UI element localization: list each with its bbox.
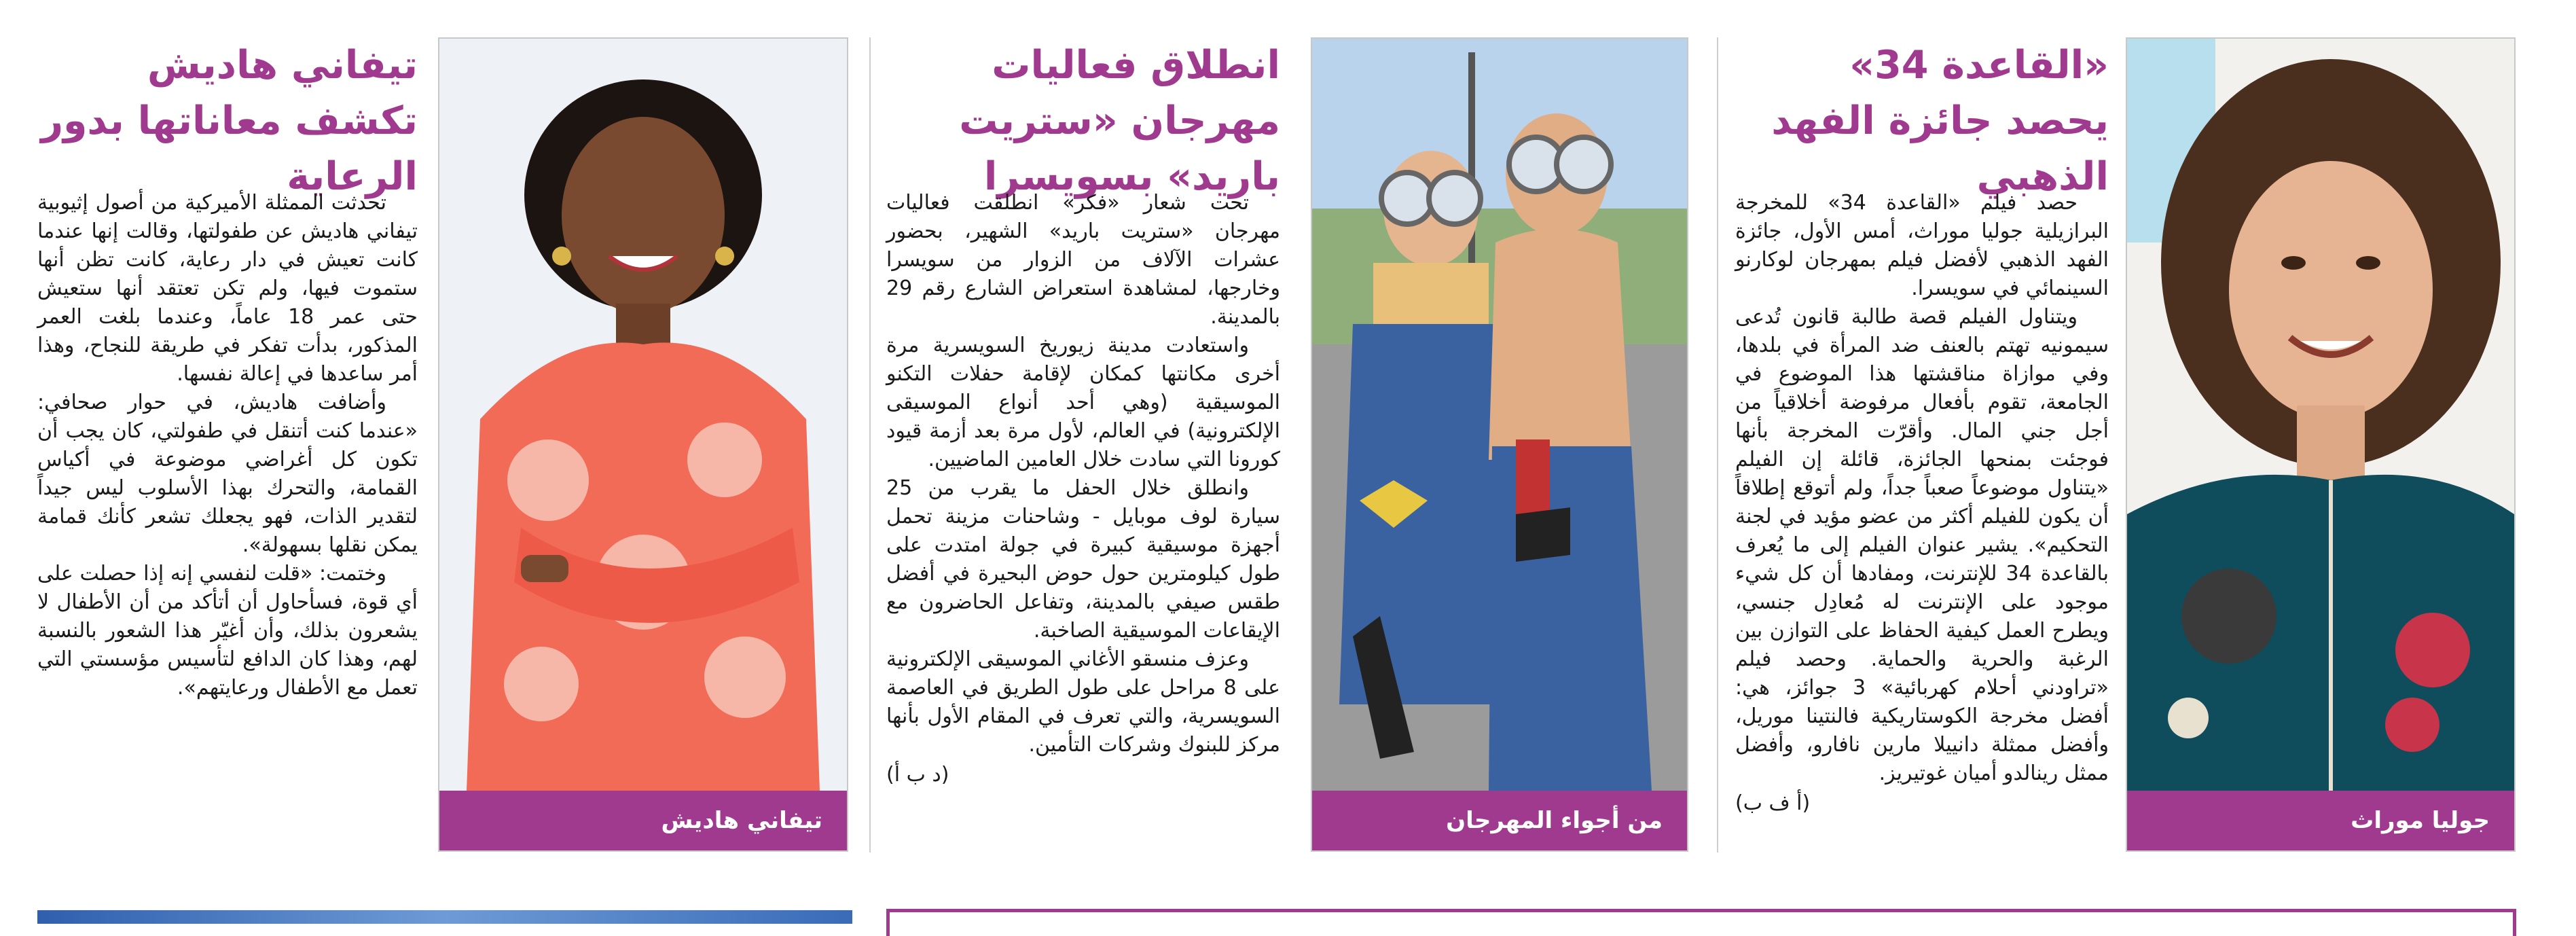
column-divider bbox=[1717, 37, 1718, 852]
photo-tiffany-haddish bbox=[438, 37, 848, 852]
column-divider bbox=[869, 37, 871, 852]
byline: (د ب أ) bbox=[886, 763, 949, 787]
headline: تيفاني هاديش تكشف معاناتها بدور الرعاية bbox=[41, 43, 418, 199]
headline: انطلاق فعاليات مهرجان «ستريت باريد» بسويسرا bbox=[959, 43, 1280, 199]
paragraph: وأضافت هاديش، في حوار صحافي: «عندما كنت أتنقل في طفولتي، كان يجب أن تكون كل أغراضي موضوعة في أكياس القمامة، والتحرك بهذا الأسلوب ليس جيداً لتقدير الذات، فهو يجعلك تشعر كأنك قمامة يمكن نقلها بسهولة». bbox=[37, 391, 418, 557]
article-body bbox=[886, 189, 1280, 789]
photo-street-parade bbox=[1311, 37, 1688, 852]
article-body bbox=[1735, 189, 2109, 818]
portrait-woman-illustration bbox=[2127, 39, 2514, 791]
next-section-photo bbox=[37, 910, 852, 924]
article-body bbox=[37, 189, 418, 702]
paragraph: وانطلق خلال الحفل ما يقرب من 25 سيارة لوف موبايل - وشاحنات مزينة تحمل أجهزة موسيقية كبيرة في جولة امتدت على طول كيلومترين حول حوض البحيرة في أفضل طقس صيفي بالمدينة، وتفاعل الحاضرون مع الإيقاعات الموسيقية الصاخبة. bbox=[886, 476, 1280, 643]
photo-caption: تيفاني هاديش bbox=[439, 791, 847, 850]
photo-caption: جوليا موراث bbox=[2127, 791, 2514, 850]
paragraph: حصد فيلم «القاعدة 34» للمخرجة البرازيلية جوليا موراث، أمس الأول، جائزة الفهد الذهبي لأفضل فيلم بمهرجان لوكارنو السينمائي في سويسرا. bbox=[1735, 191, 2109, 300]
byline: (أ ف ب) bbox=[1735, 791, 1811, 815]
paragraph: تحدثت الممثلة الأميركية من أصول إثيوبية تيفاني هاديش عن طفولتها، وقالت إنها عندما كانت تعيش في دار رعاية، كانت تظن أنها ستموت فيها، ولم تكن تعتقد أنها ستعيش حتى عمر 18 عاماً، وعندما بلغت العمر المذكور، بدأت تفكر في طريقة للنجاح، وهذا أمر ساعدها في إعالة نفسها. bbox=[37, 191, 418, 386]
photo-caption: من أجواء المهرجان bbox=[1312, 791, 1687, 850]
headline: «القاعدة 34» يحصد جائزة الفهد الذهبي bbox=[1771, 43, 2109, 199]
paragraph: واستعادت مدينة زيوريخ السويسرية مرة أخرى مكانتها كمكان لإقامة حفلات التكنو الموسيقية (وهي أحد أنواع الموسيقى الإلكترونية) في العالم، لأول مرة بعد أزمة قيود كورونا التي سادت خلال العامين الماضيين. bbox=[886, 334, 1280, 471]
parade-scene-illustration bbox=[1312, 39, 1687, 791]
paragraph: ويتناول الفيلم قصة طالبة قانون تُدعى سيمونيه تهتم بالعنف ضد المرأة في بلدها، وفي موازاة مناقشتها هذا الموضوع في الجامعة، تقوم بأفعال مرفوضة أخلاقياً من أجل جني المال. وأقرّت المخرجة بأنها فوجئت بمنحها الجائزة، قائلة إن الفيلم «يتناول موضوعاً صعباً جداً، ولم أتوقع إطلاقاً أن يكون للفيلم أكثر من عضو مؤيد في لجنة التحكيم». يشير عنوان الفيلم إلى ما يُعرف بالقاعدة 34 للإنترنت، ومفادها أن كل شيء موجود على الإنترنت له مُعادِل جنسي، ويطرح العمل كيفية الحفاظ على التوازن بين الرغبة والحرية والحماية. وحصد فيلم «تراودني أحلام كهربائية» 3 جوائز، هي: أفضل مخرجة الكوستاريكية فالنتينا موريل، وأفضل ممثلة دانييلا مارين نافارو، وأفضل ممثل رينالدو أميان غوتيريز. bbox=[1735, 305, 2109, 785]
photo-julia-murat bbox=[2126, 37, 2516, 852]
paragraph: وعزف منسقو الأغاني الموسيقى الإلكترونية على 8 مراحل على طول الطريق في العاصمة السويسرية، والتي تعرف في المقام الأول بأنها مركز للبنوك وشركات التأمين. bbox=[886, 647, 1280, 757]
portrait-actress-illustration bbox=[439, 39, 847, 791]
next-section-frame bbox=[886, 909, 2516, 936]
paragraph: وختمت: «قلت لنفسي إنه إذا حصلت على أي قوة، فسأحاول أن أتأكد من أن الأطفال لا يشعرون بذلك، وأن أغيّر هذا الشعور بالنسبة لهم، وهذا كان الدافع لتأسيس مؤسستي التي تعمل مع الأطفال ورعايتهم». bbox=[37, 562, 418, 700]
paragraph: تحت شعار «فكر» انطلقت فعاليات مهرجان «ستريت باريد» الشهير، بحضور عشرات الآلاف من الزوار من سويسرا وخارجها، لمشاهدة استعراض الشارع رقم 29 بالمدينة. bbox=[886, 191, 1280, 329]
